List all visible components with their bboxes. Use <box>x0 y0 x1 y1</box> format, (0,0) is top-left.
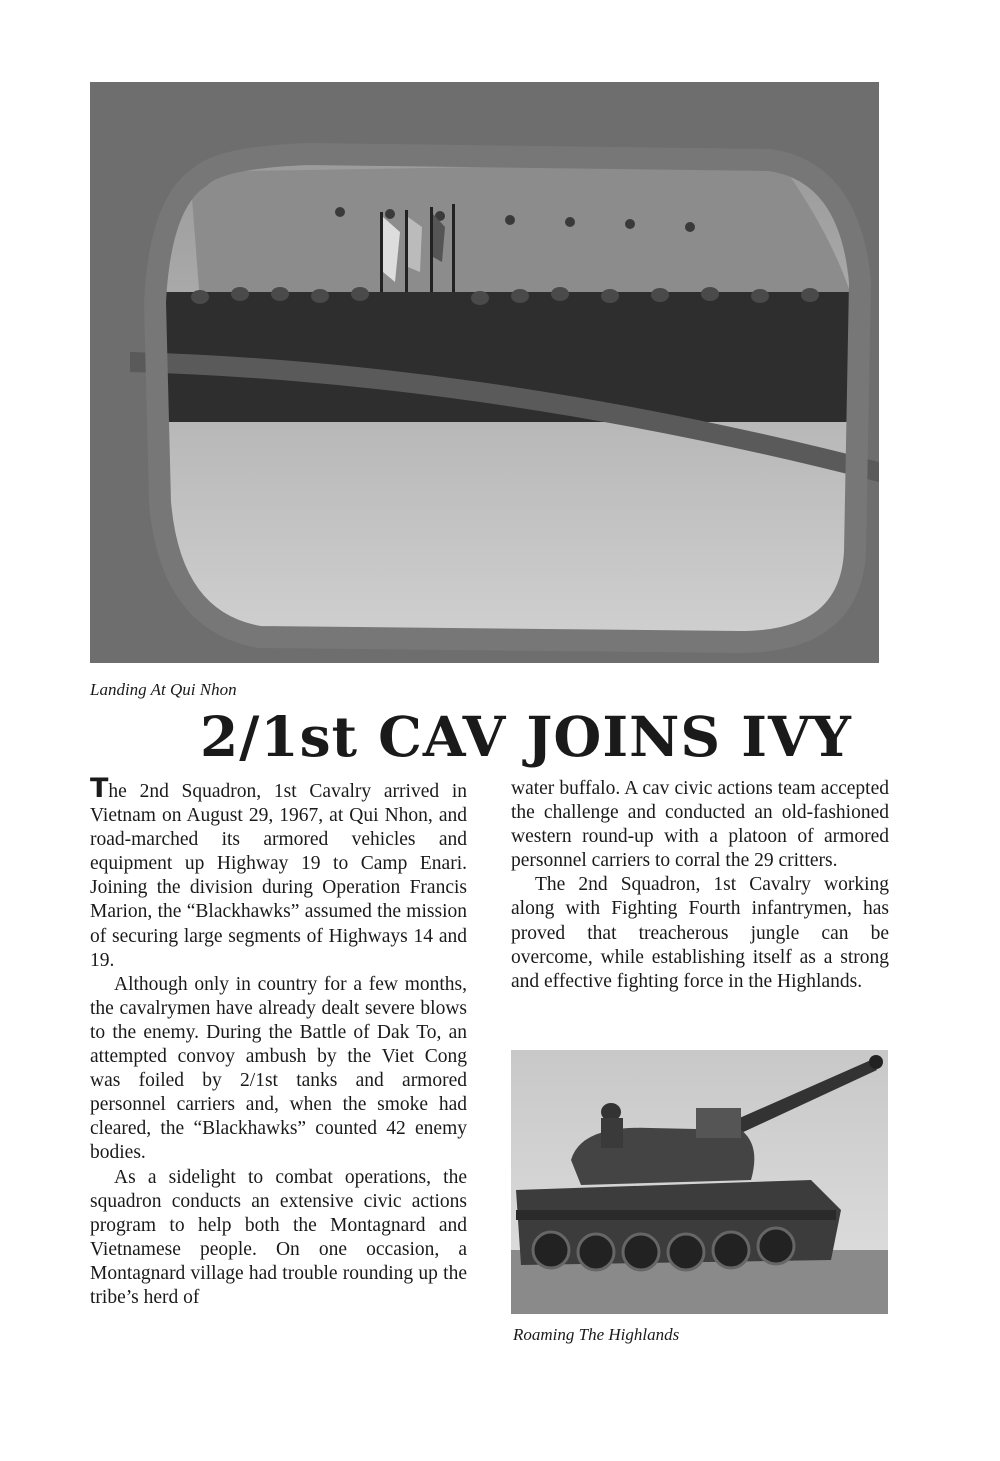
landing-photo <box>90 82 879 663</box>
article-right-column <box>511 777 889 994</box>
bottom-photo-caption: Roaming The Highlands <box>513 1325 680 1344</box>
paragraph-3: As a sidelight to combat operations, the squadron conducts an extensive civic actions program to help both the Montagnard and Vietnamese people. On one occasion, a Montagnard village had trouble rounding up the tribe’s herd of <box>90 1166 467 1308</box>
drop-cap: T <box>90 773 109 804</box>
paragraph-2: Although only in country for a few months, the cavalrymen have already dealt severe blows to the enemy. During the Battle of Dak To, an attempted convoy ambush by the Viet Cong was foiled by 2/1st tanks and armored personnel carriers and, when the smoke had cleared, the “Blackhawks” counted 42 enemy bodies. <box>90 973 467 1164</box>
top-photo-caption: Landing At Qui Nhon <box>90 680 237 699</box>
troops-landing-photo-icon <box>90 82 879 663</box>
paragraph-4: water buffalo. A cav civic actions team accepted the challenge and conducted an old-fashioned western round-up with a platoon of armored personnel carriers to corral the 29 critters. <box>511 778 889 872</box>
tank-photo-icon <box>511 1050 888 1314</box>
paragraph-1-text: he 2nd Squadron, 1st Cavalry arrived in Vietnam on August 29, 1967, at Qui Nhon, and road-marched its armored vehicles and equipment up Highway 19 to Camp Enari. Joining the division during Operation Francis Marion, the “Blackhawks” assumed the mission of securing large segments of Highways 14 and 19. <box>90 781 467 971</box>
paragraph-1 <box>90 773 467 973</box>
headline: 2/1st CAV JOINS IVY <box>200 704 852 769</box>
tank-photo <box>511 1050 888 1314</box>
paragraph-5: The 2nd Squadron, 1st Cavalry working along with Fighting Fourth infantrymen, has proved that treacherous jungle can be overcome, while establishing itself as a strong and effective fighting force in the Highlands. <box>511 874 889 992</box>
article-left-column <box>90 773 467 1310</box>
